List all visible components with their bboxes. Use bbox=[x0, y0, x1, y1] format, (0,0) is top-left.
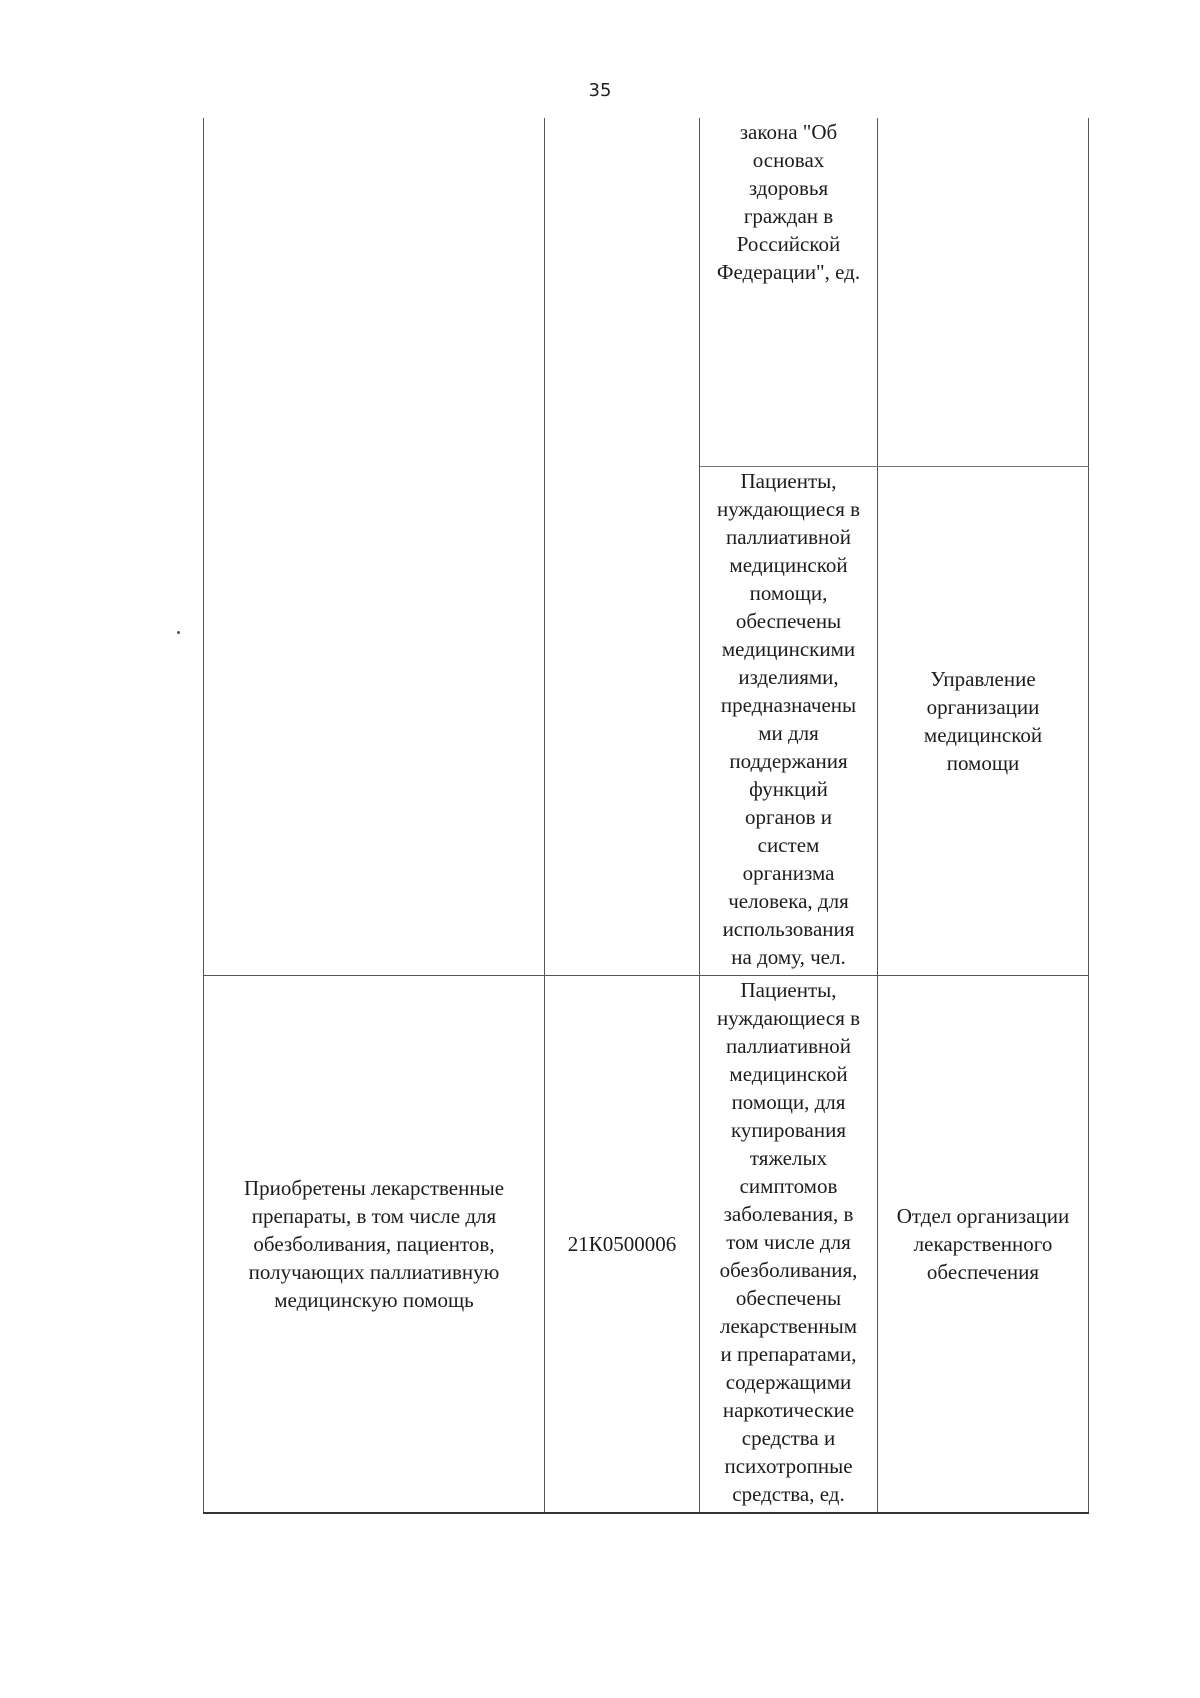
responsible-cell bbox=[878, 118, 1089, 467]
page-number: 35 bbox=[588, 80, 612, 101]
code-cell bbox=[545, 976, 700, 1514]
table-row bbox=[204, 976, 1089, 1514]
responsible-text: Отдел организации лекарственного обеспечения bbox=[896, 1204, 1070, 1284]
result-text: Приобретены лекарственные препараты, в том числе для обезболивания, пациентов, получающих паллиативную медицинскую помощь bbox=[243, 1176, 505, 1312]
responsible-text: Управление организации медицинской помощи bbox=[923, 667, 1043, 775]
result-cell bbox=[204, 976, 545, 1514]
indicator-cell bbox=[700, 118, 878, 467]
result-cell bbox=[204, 467, 545, 976]
table-row bbox=[204, 467, 1089, 976]
document-table bbox=[203, 118, 1089, 1514]
responsible-cell bbox=[878, 467, 1089, 976]
table-row bbox=[204, 118, 1089, 467]
indicator-cell bbox=[700, 976, 878, 1514]
code-cell bbox=[545, 118, 700, 467]
margin-mark bbox=[177, 631, 180, 634]
indicator-cell bbox=[700, 467, 878, 976]
code-cell bbox=[545, 467, 700, 976]
code-text: 21К0500006 bbox=[567, 1232, 677, 1256]
result-cell bbox=[204, 118, 545, 467]
responsible-cell bbox=[878, 976, 1089, 1514]
indicator-text: закона "Об основах здоровья граждан в Российской Федерации", ед. bbox=[716, 120, 861, 284]
indicator-text: Пациенты, нуждающиеся в паллиативной медицинской помощи, обеспечены медицинскими изделиями, предназначены ми для поддержания функций органов и систем организма человека, для использования на дому, чел. bbox=[716, 469, 861, 969]
indicator-text: Пациенты, нуждающиеся в паллиативной медицинской помощи, для купирования тяжелых симптомов заболевания, в том числе для обезболивания, обеспечены лекарственным и препаратами, содержащими наркотические средства и психотропные средства, ед. bbox=[716, 978, 861, 1506]
